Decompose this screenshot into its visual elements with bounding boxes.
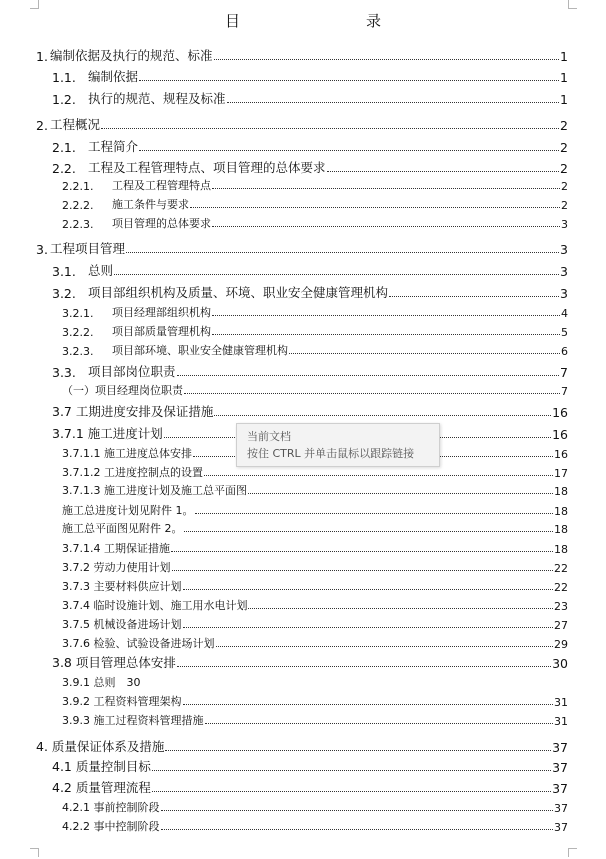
toc-entry-text: 4.2 质量管理流程: [52, 780, 151, 795]
toc-page-number: 27: [554, 619, 568, 632]
toc-entry[interactable]: [62, 635, 568, 651]
toc-page-number: 37: [552, 760, 568, 775]
toc-entry[interactable]: [52, 404, 568, 420]
toc-page-number: 2: [561, 180, 568, 193]
toc-entry-text: 3.7.2 劳动力使用计划: [62, 561, 171, 574]
toc-entry-text: 3.7.6 检验、试验设备进场计划: [62, 637, 215, 650]
toc-page-number: 1: [560, 70, 568, 85]
toc-leader-dots: [327, 171, 560, 172]
toc-leader-dots: [184, 531, 554, 532]
toc-leader-dots: [183, 704, 554, 705]
toc-entry[interactable]: [62, 215, 568, 231]
toc-entry-text: 施工总进度计划见附件 1。: [62, 504, 194, 517]
toc-page-number: 3: [560, 286, 568, 301]
toc-entry[interactable]: [62, 382, 568, 398]
toc-page-number: 5: [561, 326, 568, 339]
toc-entry-number: 2.1.: [52, 140, 76, 155]
toc-entry[interactable]: [62, 177, 568, 193]
toc-entry-text: 工程概况: [50, 117, 101, 132]
toc-entry[interactable]: [62, 799, 568, 815]
toc-entry-text: 4.2.1 事前控制阶段: [62, 801, 160, 814]
toc-page-number: 18: [554, 543, 568, 556]
toc-page-number: 22: [554, 581, 568, 594]
toc-entry[interactable]: [52, 285, 568, 301]
toc-entry[interactable]: [52, 91, 568, 107]
toc-leader-dots: [184, 393, 560, 394]
toc-entry[interactable]: [36, 48, 568, 64]
toc-entry[interactable]: [62, 818, 568, 834]
toc-entry[interactable]: [62, 323, 568, 339]
toc-page-number: 30: [552, 656, 568, 671]
toc-entry-text: （一）项目经理岗位职责: [62, 384, 183, 397]
toc-entry-number: 1.1.: [52, 70, 76, 85]
toc-leader-dots: [177, 375, 560, 376]
toc-entry-text: 3.9.1 总则 30: [62, 676, 141, 689]
toc-entry-text: 执行的规范、规程及标准: [88, 91, 226, 106]
toc-entry-text: 工程简介: [88, 139, 139, 154]
toc-page-number: 31: [554, 715, 568, 728]
toc-page-number: 3: [560, 242, 568, 257]
toc-leader-dots: [212, 226, 560, 227]
toc-leader-dots: [101, 128, 559, 129]
toc-leader-dots: [161, 810, 554, 811]
toc-title: 目 录: [224, 12, 413, 30]
toc-entry-text: 工程项目管理: [50, 241, 126, 256]
toc-entry-text: 3.7.1.3 施工进度计划及施工总平面图: [62, 484, 247, 497]
toc-entry-text: 4.1 质量控制目标: [52, 759, 151, 774]
page-corner-mark: [568, 0, 577, 9]
toc-entry[interactable]: [62, 304, 568, 320]
toc-entry-text: 3.7.5 机械设备进场计划: [62, 618, 182, 631]
toc-entry[interactable]: [62, 342, 568, 358]
toc-entry-number: 2.2.2.: [62, 199, 94, 212]
toc-leader-dots: [183, 627, 554, 628]
toc-entry-text: 施工总平面图见附件 2。: [62, 522, 183, 535]
toc-entry[interactable]: [52, 69, 568, 85]
toc-leader-dots: [204, 475, 553, 476]
toc-entry-text: 工程及工程管理特点: [112, 179, 211, 192]
toc-page-number: 4: [561, 307, 568, 320]
toc-leader-dots: [289, 353, 560, 354]
toc-leader-dots: [227, 102, 560, 103]
toc-entry[interactable]: [36, 117, 568, 133]
toc-entry-number: 3.1.: [52, 264, 76, 279]
toc-leader-dots: [126, 252, 559, 253]
toc-entry-text: 编制依据: [88, 69, 139, 84]
toc-page-number: 7: [561, 385, 568, 398]
page-corner-mark: [30, 0, 39, 9]
toc-page-number: 1: [560, 92, 568, 107]
toc-page-number: 37: [554, 802, 568, 815]
toc-entry-text: 3.7.4 临时设施计划、施工用水电计划: [62, 599, 248, 612]
toc-leader-dots: [171, 551, 553, 552]
toc-leader-dots: [139, 80, 559, 81]
toc-entry[interactable]: [36, 739, 568, 755]
toc-entry[interactable]: [52, 780, 568, 796]
toc-entry-text: 4.2.2 事中控制阶段: [62, 820, 160, 833]
toc-entry-text: 3.7.1.1 施工进度总体安排: [62, 447, 192, 460]
toc-leader-dots: [216, 646, 554, 647]
toc-leader-dots: [195, 513, 554, 514]
toc-leader-dots: [183, 589, 554, 590]
toc-entry[interactable]: [52, 364, 568, 380]
toc-page-number: 16: [552, 427, 568, 442]
toc-page-number: 37: [552, 740, 568, 755]
toc-leader-dots: [212, 315, 560, 316]
toc-page-number: 3: [561, 218, 568, 231]
toc-page-number: 16: [552, 405, 568, 420]
toc-leader-dots: [177, 666, 551, 667]
toc-entry-text: 工程及工程管理特点、项目管理的总体要求: [88, 160, 326, 175]
toc-leader-dots: [212, 334, 560, 335]
toc-leader-dots: [190, 207, 560, 208]
toc-entry-text: 3.9.3 施工过程资料管理措施: [62, 714, 204, 727]
toc-entry[interactable]: [62, 540, 568, 556]
toc-entry-text: 4. 质量保证体系及措施: [36, 739, 165, 754]
page-corner-mark: [568, 848, 577, 857]
toc-entry[interactable]: [62, 616, 568, 632]
toc-entry-number: 2.2.: [52, 161, 76, 176]
toc-page-number: 1: [560, 49, 568, 64]
toc-page-number: 23: [554, 600, 568, 613]
toc-leader-dots: [248, 493, 553, 494]
toc-entry-number: 1.: [36, 49, 48, 64]
toc-entry-text: 3.7 工期进度安排及保证措施: [52, 404, 214, 419]
toc-entry[interactable]: [62, 502, 568, 518]
toc-entry[interactable]: [62, 674, 568, 690]
tooltip-hint: 按住 CTRL 并单击鼠标以跟踪链接: [247, 447, 415, 460]
toc-entry[interactable]: [52, 759, 568, 775]
toc-entry[interactable]: [62, 559, 568, 575]
toc-entry-text: 施工条件与要求: [112, 198, 189, 211]
toc-leader-dots: [248, 608, 553, 609]
toc-leader-dots: [152, 791, 551, 792]
toc-leader-dots: [172, 570, 554, 571]
toc-page-number: 2: [560, 161, 568, 176]
toc-entry[interactable]: [62, 597, 568, 613]
toc-entry-text: 3.8 项目管理总体安排: [52, 655, 176, 670]
toc-page-number: 16: [554, 448, 568, 461]
toc-leader-dots: [389, 296, 559, 297]
toc-page-number: 29: [554, 638, 568, 651]
toc-leader-dots: [114, 274, 559, 275]
toc-leader-dots: [165, 750, 551, 751]
toc-entry-text: 项目部组织机构及质量、环境、职业安全健康管理机构: [88, 285, 389, 300]
toc-entry-text: 项目部环境、职业安全健康管理机构: [112, 344, 288, 357]
toc-entry[interactable]: [62, 578, 568, 594]
toc-entry[interactable]: [52, 263, 568, 279]
toc-entry-number: 3.3.: [52, 365, 76, 380]
toc-page-number: 3: [560, 264, 568, 279]
toc-entry[interactable]: [62, 712, 568, 728]
toc-leader-dots: [214, 59, 560, 60]
toc-entry-number: 2.: [36, 118, 48, 133]
toc-entry-number: 3.2.3.: [62, 345, 94, 358]
toc-entry-number: 2.2.1.: [62, 180, 94, 193]
toc-leader-dots: [139, 150, 559, 151]
toc-entry[interactable]: [62, 693, 568, 709]
toc-entry[interactable]: [52, 655, 568, 671]
toc-entry[interactable]: [52, 160, 568, 176]
page-corner-mark: [30, 848, 39, 857]
toc-entry-number: 3.2.: [52, 286, 76, 301]
toc-entry-text: 3.7.1.4 工期保证措施: [62, 542, 170, 555]
toc-page-number: 7: [560, 365, 568, 380]
toc-leader-dots: [161, 829, 554, 830]
toc-page-number: 2: [560, 140, 568, 155]
toc-entry-text: 3.7.3 主要材料供应计划: [62, 580, 182, 593]
toc-entry-text: 项目管理的总体要求: [112, 217, 211, 230]
toc-leader-dots: [212, 188, 560, 189]
toc-entry-text: 3.9.2 工程资料管理架构: [62, 695, 182, 708]
toc-entry-text: 项目经理部组织机构: [112, 306, 211, 319]
toc-page-number: 2: [560, 118, 568, 133]
toc-entry[interactable]: [62, 520, 568, 536]
toc-entry[interactable]: [52, 139, 568, 155]
toc-entry-text: 总则: [88, 263, 114, 278]
toc-leader-dots: [205, 723, 554, 724]
toc-page-number: 18: [554, 523, 568, 536]
toc-page-number: 6: [561, 345, 568, 358]
toc-page-number: 18: [554, 505, 568, 518]
toc-entry-number: 3.2.1.: [62, 307, 94, 320]
toc-entry[interactable]: [36, 241, 568, 257]
toc-page-number: 31: [554, 696, 568, 709]
toc-entry-text: 3.7.1.2 工进度控制点的设置: [62, 466, 203, 479]
toc-page-number: 17: [554, 467, 568, 480]
toc-entry-text: 3.7.1 施工进度计划: [52, 426, 163, 441]
toc-leader-dots: [214, 415, 551, 416]
tooltip-title: 当前文档: [247, 430, 291, 443]
toc-leader-dots: [152, 770, 551, 771]
toc-page-number: 2: [561, 199, 568, 212]
toc-entry[interactable]: [62, 196, 568, 212]
toc-page-number: 18: [554, 485, 568, 498]
toc-entry-number: 3.: [36, 242, 48, 257]
toc-entry-text: 编制依据及执行的规范、标准: [50, 48, 213, 63]
toc-entry-number: 1.2.: [52, 92, 76, 107]
toc-entry[interactable]: [62, 482, 568, 498]
toc-entry-number: 2.2.3.: [62, 218, 94, 231]
toc-page-number: 37: [554, 821, 568, 834]
toc-entry-text: 项目部岗位职责: [88, 364, 176, 379]
link-tooltip: [236, 423, 440, 467]
toc-page-number: 37: [552, 781, 568, 796]
toc-entry-text: 项目部质量管理机构: [112, 325, 211, 338]
toc-entry-number: 3.2.2.: [62, 326, 94, 339]
toc-page-number: 22: [554, 562, 568, 575]
